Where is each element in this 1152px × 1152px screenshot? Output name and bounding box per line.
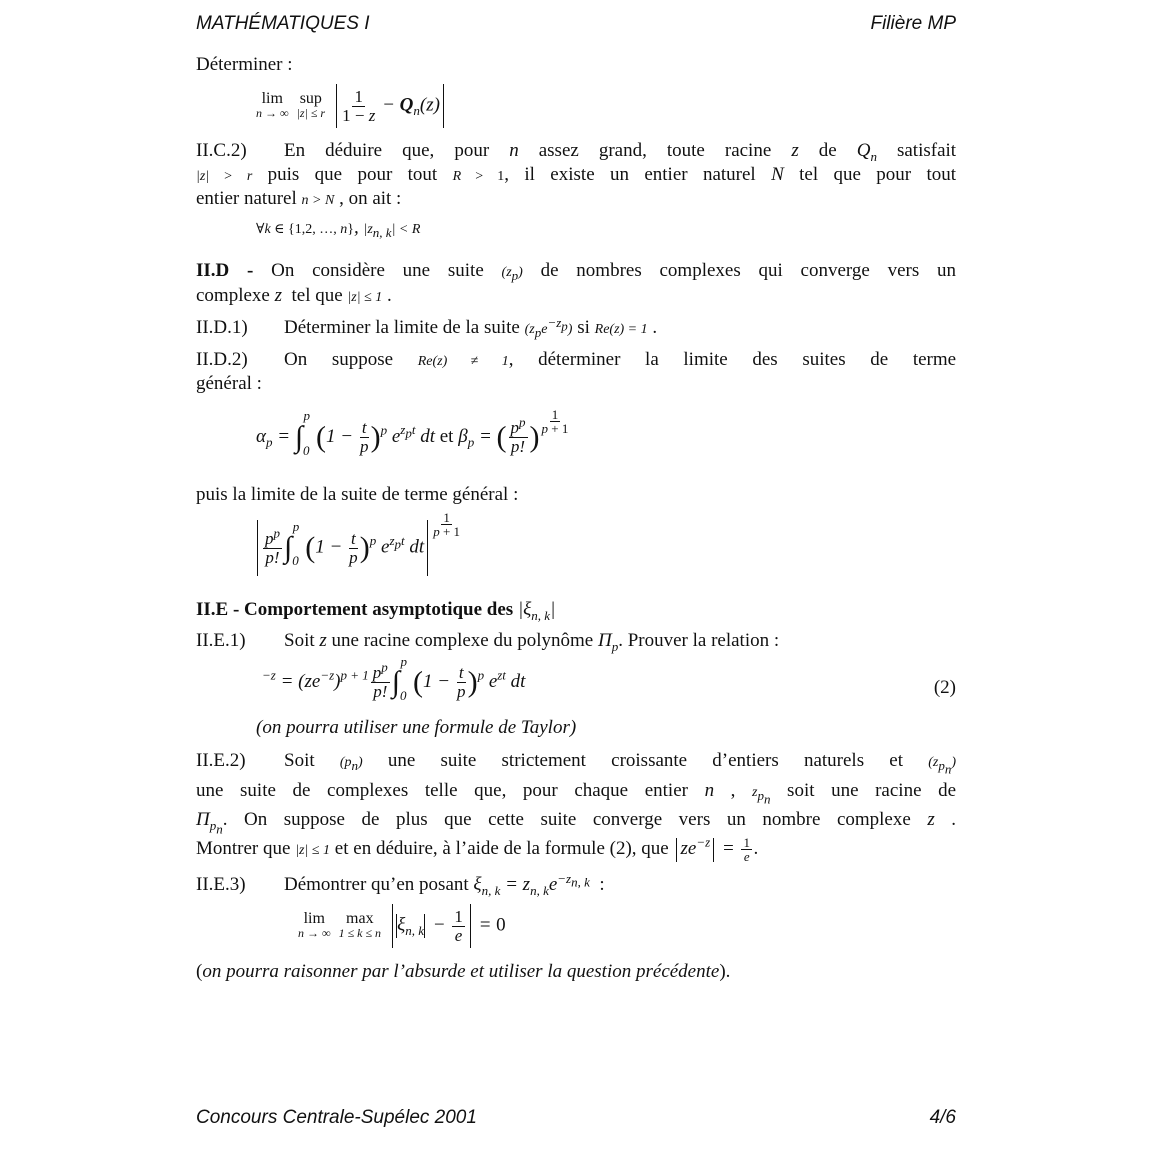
question-d2-line1: II.D.2) On suppose Re(z) ≠ 1, déterminer la limite des suites de terme — [196, 349, 957, 370]
question-e2-line3: $\Pi_{p_n}$. On suppose de plus que cette suite converge vers un nombre complexe z . — [196, 809, 957, 837]
question-c2-line2: |z| > r puis que pour tout R > 1, il existe un entier naturel N tel que pour tout — [196, 164, 957, 185]
question-e3: II.E.3) Démontrer qu’en posant $\xi_{n, k} = z_{n, k}e^{-z_{n, k}}$ : — [196, 870, 605, 898]
formula-alpha-beta: $\alpha_p = \int_0^p(1$ − $\frac{t}{p}$ )$^p$ $e^{z_pt}$ dt et $\beta_p$ = ( $\frac{p^p}{p!}$ ) $^{\frac{1}{p + 1}}$ — [256, 407, 569, 458]
question-e2-line4: Montrer que |z| ≤ 1 et en déduire, à l’aide de la formule (2), que $ze^{-z}$ = $\frac{1}{e}$ . — [196, 834, 759, 864]
section-e-title: II.E - Comportement asymptotique des $|\xi_{n, k}|$ — [196, 599, 556, 623]
formula-abs: $\frac{p^p}{p!}$ $\int_0^p(1$ − $\frac{t}{p}$ )$^p$ $e^{z_pt}$ dt $^{\frac{1}{p + 1}}$ — [254, 520, 1014, 584]
footer-contest: Concours Centrale-Supélec 2001 — [196, 1107, 477, 1128]
question-e2-line2: une suite de complexes telle que, pour chaque entier n , $z_{p_n}$ soit une racine de — [196, 780, 957, 807]
section-d-line1: II.D - On considère une suite $(z_p)$ de nombres complexes qui converge vers un — [196, 260, 957, 283]
question-e3-hint: (on pourra raisonner par l’absurde et utiliser la question précédente). — [196, 961, 731, 982]
question-d1: II.D.1) Déterminer la limite de la suite $(z_pe^{-z_p})$ si Re(z) = 1 . — [196, 315, 658, 340]
formula-forall: ∀k ∈ {1,2, …, n}, $|z_{n, k}| < R$ — [256, 217, 421, 240]
question-d2-after: puis la limite de la suite de terme général : — [196, 484, 519, 505]
footer-page-number: 4/6 — [929, 1107, 956, 1128]
header-track: Filière MP — [870, 13, 956, 34]
question-c2-line3: entier naturel n > N , on ait : — [196, 188, 402, 209]
limsup-formula: lim n → ∞ sup |z| ≤ r $\frac{1}{1 - z}$ − $Q_n(z)$ — [256, 84, 1016, 128]
question-e2-line1: II.E.2) Soit $(p_n)$ une suite strictement croissante d’entiers naturels et $(z_{p_n})$ — [196, 750, 956, 777]
question-e1-hint: (on pourra utiliser une formule de Taylor) — [256, 717, 577, 738]
section-d-line2: complexe z tel que |z| ≤ 1 . — [196, 285, 392, 306]
formula-lim-max: lim n → ∞ max 1 ≤ k ≤ n $\xi_{n, k}$ − $\frac{1}{e}$ = 0 — [298, 904, 1058, 952]
question-c2-line1: II.C.2) En déduire que, pour n assez grand, toute racine z de $Q_n$ satisfait — [196, 140, 957, 164]
formula-2: $^{-z} = (ze^{-z})^{p + 1}$ $\frac{p^p}{p!}$ $\int_0^p(1$ − $\frac{t}{p}$ )$^p$ $e^{zt}$ dt (2) — [262, 653, 956, 703]
header-title: MATHÉMATIQUES I — [196, 13, 370, 34]
question-e1: II.E.1) Soit z une racine complexe du polynôme $\Pi_p$. Prouver la relation : — [196, 630, 780, 654]
question-d2-line2: général : — [196, 373, 262, 394]
intro-text: Déterminer : — [196, 54, 293, 75]
